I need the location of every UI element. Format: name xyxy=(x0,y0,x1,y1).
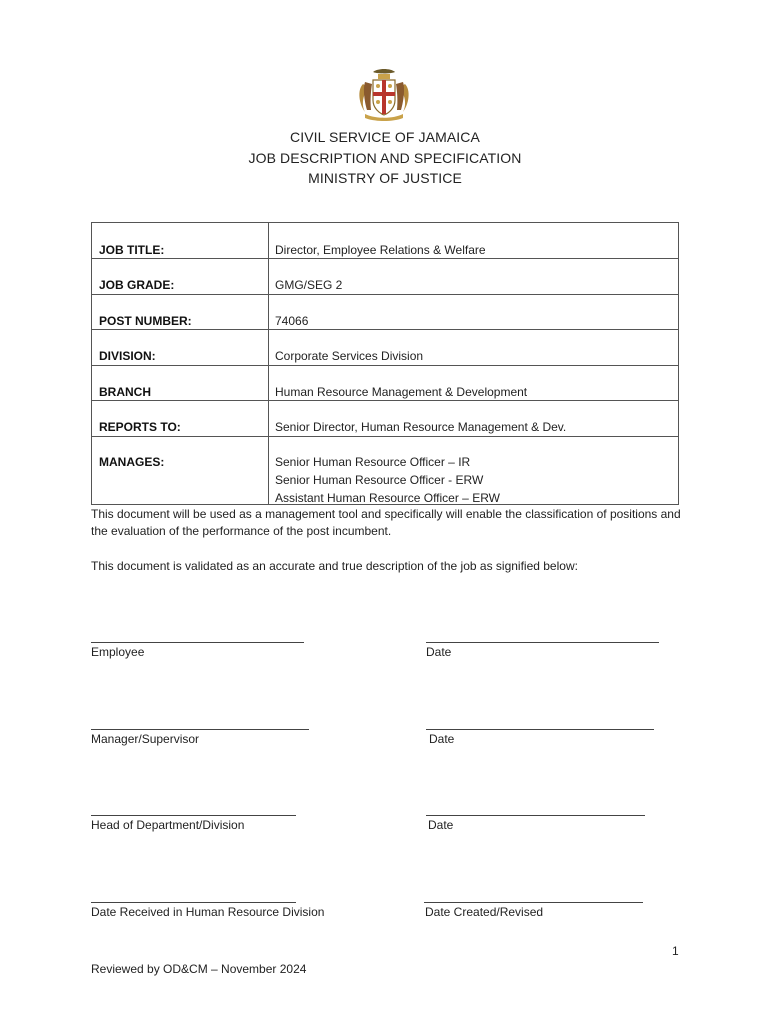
usage-paragraph: This document will be used as a management tool and specifically will enable the classification of positions and the evaluation of the performance of the post incumbent. xyxy=(91,507,681,538)
reports-to-label: REPORTS TO: xyxy=(99,420,181,434)
head-date-label: Date xyxy=(428,818,454,832)
hr-received-signature-line xyxy=(91,902,296,903)
date-created-label: Date Created/Revised xyxy=(425,905,544,919)
division-value: Corporate Services Division xyxy=(275,349,424,363)
table-row-divider xyxy=(92,329,678,330)
validation-paragraph: This document is validated as an accurate and true description of the job as signified below: xyxy=(91,559,578,573)
job-grade-label: JOB GRADE: xyxy=(99,278,175,292)
post-number-label: POST NUMBER: xyxy=(99,314,192,328)
job-title-label: JOB TITLE: xyxy=(99,243,165,257)
head-signature-line xyxy=(91,815,296,816)
hr-received-label: Date Received in Human Resource Division xyxy=(91,905,325,919)
division-label: DIVISION: xyxy=(99,349,156,363)
table-row-divider xyxy=(92,436,678,437)
footer-reviewed: Reviewed by OD&CM – November 2024 xyxy=(91,962,307,976)
page-number: 1 xyxy=(672,944,679,958)
head-date-line xyxy=(426,815,645,816)
job-grade-value: GMG/SEG 2 xyxy=(275,278,343,292)
table-row-divider xyxy=(92,294,678,295)
head-label: Head of Department/Division xyxy=(91,818,245,832)
table-column-divider xyxy=(268,223,269,504)
heading-line-3: MINISTRY OF JUSTICE xyxy=(308,170,462,186)
employee-signature-line xyxy=(91,642,304,643)
branch-value: Human Resource Management & Development xyxy=(275,385,528,399)
table-row-divider xyxy=(92,365,678,366)
post-number-value: 74066 xyxy=(275,314,309,328)
manages-value-1: Senior Human Resource Officer – IR xyxy=(275,455,471,469)
heading-line-1: CIVIL SERVICE OF JAMAICA xyxy=(290,129,480,145)
branch-label: BRANCH xyxy=(99,385,151,399)
manager-date-label: Date xyxy=(429,732,455,746)
job-info-table xyxy=(91,222,679,505)
employee-date-label: Date xyxy=(426,645,452,659)
heading-line-2: JOB DESCRIPTION AND SPECIFICATION xyxy=(248,150,522,166)
manager-label: Manager/Supervisor xyxy=(91,732,200,746)
manager-signature-line xyxy=(91,729,309,730)
manages-value-2: Senior Human Resource Officer - ERW xyxy=(275,473,484,487)
employee-label: Employee xyxy=(91,645,145,659)
manages-value-3: Assistant Human Resource Officer – ERW xyxy=(275,491,500,505)
reports-to-value: Senior Director, Human Resource Management & Dev. xyxy=(275,420,567,434)
jamaica-coat-of-arms-icon xyxy=(355,64,413,122)
date-created-line xyxy=(424,902,643,903)
employee-date-line xyxy=(426,642,659,643)
manager-date-line xyxy=(426,729,654,730)
manages-label: MANAGES: xyxy=(99,455,165,469)
job-title-value: Director, Employee Relations & Welfare xyxy=(275,243,486,257)
